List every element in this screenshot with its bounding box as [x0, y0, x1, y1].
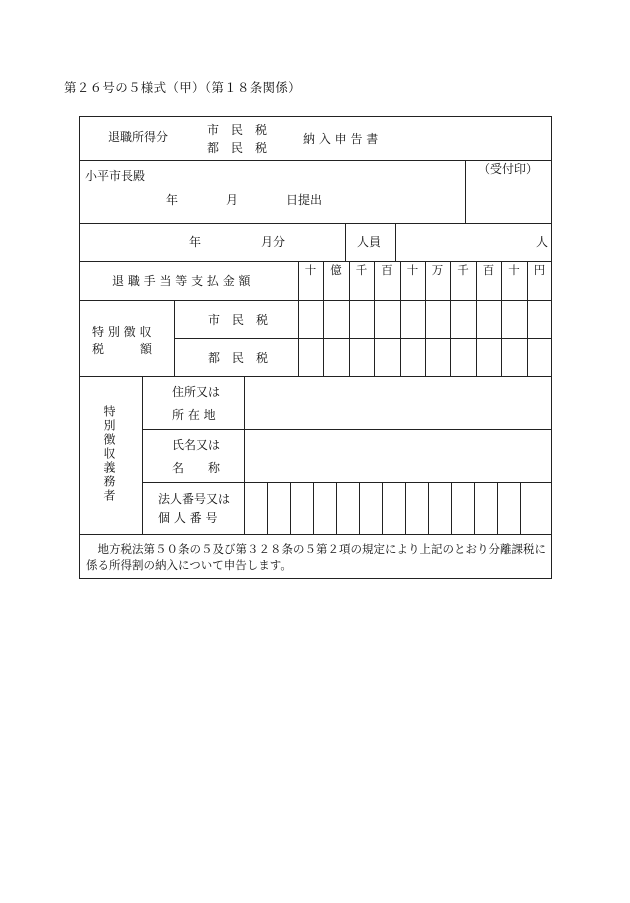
digit-separator [425, 261, 426, 376]
withholding-label-line1: 特 別 徴 収 [92, 325, 152, 339]
number-box-separator [474, 482, 475, 534]
digit-unit-label: 十 [508, 263, 520, 277]
rule-period-mid [345, 223, 346, 261]
digit-separator [323, 261, 324, 376]
digit-unit-label: 千 [457, 263, 469, 277]
title-right: 納 入 申 告 書 [303, 132, 379, 146]
digit-unit-label: 百 [482, 263, 495, 277]
form-number: 第２６号の５様式（甲）（第１８条関係） [64, 80, 301, 95]
number-box-separator [405, 482, 406, 534]
digit-unit-label: 万 [431, 263, 444, 277]
persons-label: 人員 [357, 235, 382, 249]
digit-separator [400, 261, 401, 376]
persons-unit: 人 [536, 235, 549, 249]
number-box-separator [382, 482, 383, 534]
rule-name-bottom [142, 482, 552, 483]
number-box-separator [336, 482, 337, 534]
amount-label: 退 職 手 当 等 支 払 金 額 [112, 274, 251, 288]
rule-tax-middle [174, 338, 552, 339]
declaration-statement: 地方税法第５０条の５及び第３２８条の５第２項の規定により上記のとおり分離課税に係る所得割の納入について申告します。 [86, 542, 546, 572]
persons-field[interactable] [396, 224, 532, 261]
name-field[interactable] [245, 430, 551, 482]
digit-separator [349, 261, 350, 376]
rule-obligor-bottom [79, 534, 552, 535]
submission-date[interactable]: 年 月 日提出 [166, 193, 323, 207]
number-box-separator [428, 482, 429, 534]
number-box-separator [497, 482, 498, 534]
number-box-separator [359, 482, 360, 534]
digit-separator [450, 261, 451, 376]
rule-obligor-label-right [142, 376, 143, 534]
obligor-label: 特別徴収義務者 [102, 405, 116, 503]
digit-separator [527, 261, 528, 376]
address-label-line2: 所 在 地 [172, 408, 216, 422]
digit-unit-label: 億 [330, 263, 342, 277]
rule-receipt-left [465, 160, 466, 223]
rule-withholding-label-right [174, 300, 175, 376]
digit-unit-label: 百 [381, 263, 393, 277]
title-city-tax: 市 民 税 [207, 123, 268, 137]
digit-separator [501, 261, 502, 376]
number-label-line2: 個 人 番 号 [158, 511, 218, 525]
receipt-stamp-label: （受付印） [478, 162, 539, 176]
rule-amount-label-right [298, 261, 299, 376]
year-month-field[interactable]: 年 月分 [189, 235, 286, 249]
rule-amount-bottom [79, 300, 552, 301]
digit-unit-label: 千 [355, 263, 368, 277]
city-tax-label: 市 民 税 [208, 313, 269, 327]
digit-unit-label: 円 [533, 263, 546, 277]
number-box-separator [290, 482, 291, 534]
number-box-separator [520, 482, 521, 534]
digit-unit-label: 十 [406, 263, 419, 277]
digit-separator [374, 261, 375, 376]
rule-period-bottom [79, 261, 552, 262]
address-field[interactable] [245, 377, 551, 429]
digit-separator [476, 261, 477, 376]
pref-tax-label: 都 民 税 [208, 351, 269, 365]
number-box-separator [267, 482, 268, 534]
number-box-separator [451, 482, 452, 534]
rule-title-bottom [79, 160, 552, 161]
title-left: 退職所得分 [108, 130, 169, 144]
digit-unit-label: 十 [304, 263, 317, 277]
address-label-line1: 住所又は [172, 385, 221, 399]
mayor-addressee: 小平市長殿 [85, 169, 146, 183]
name-label-line1: 氏名又は [172, 438, 221, 452]
name-label-line2: 名 称 [172, 461, 221, 475]
withholding-label-line2: 税 額 [92, 342, 153, 356]
number-label-line1: 法人番号又は [158, 492, 231, 506]
number-box-separator [313, 482, 314, 534]
title-pref-tax: 都 民 税 [207, 141, 268, 155]
